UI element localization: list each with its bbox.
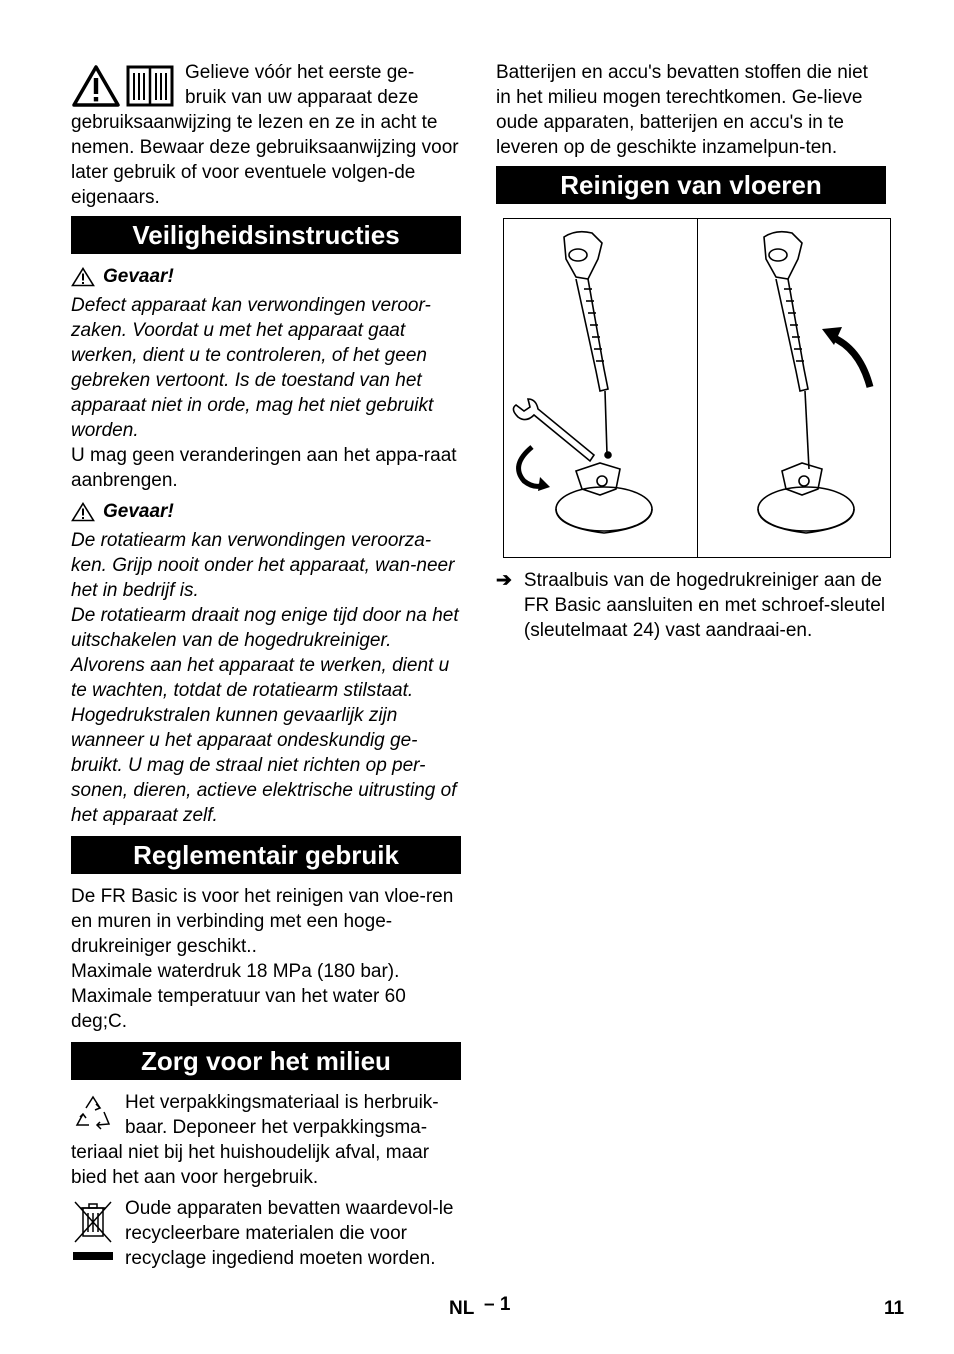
footer-page-marker: – 1 bbox=[484, 1294, 511, 1315]
intro-section bbox=[71, 60, 461, 210]
recycle-text: Het verpakkingsmateriaal is herbruik-baar. Deponeer het verpakkingsma-teriaal niet bij het huishoudelijk afval, maar bied het aan voor hergebruik. bbox=[71, 1092, 439, 1188]
footer-page bbox=[884, 1296, 904, 1321]
usage-text-1: De FR Basic is voor het reinigen van vloe-ren en muren in verbinding met een hoge-drukreiniger geschikt.. bbox=[71, 886, 454, 957]
warning-triangle-icon bbox=[71, 267, 95, 287]
danger-label-2 bbox=[71, 499, 461, 524]
danger-label-text-1: Gevaar! bbox=[103, 266, 174, 287]
recycle-block bbox=[71, 1090, 461, 1190]
figure-panel-left bbox=[504, 219, 697, 557]
intro-text: gebruiksaanwijzing te lezen en ze in acht te nemen. Bewaar deze gebruiksaanwijzing voor later gebruik of voor eventuele volgen-de eigenaars. bbox=[71, 112, 459, 208]
usage-text-3: Maximale temperatuur van het water 60 deg;C. bbox=[71, 986, 406, 1032]
danger-text-1: Defect apparaat kan verwondingen veroor-zaken. Voordat u met het apparaat gaat werken, dient u te controleren, of het geen gebreken vertoont. Is de toestand van het apparaat niet in orde, mag het niet gebruikt worden. bbox=[71, 295, 434, 441]
danger-text-2b: De rotatiearm draait nog enige tijd door na het uitschakelen van de hogedrukreiniger. Alvorens aan het apparaat te werken, dient u te wachten, totdat de rotatiearm stilstaat. bbox=[71, 605, 459, 701]
danger-label-text-2: Gevaar! bbox=[103, 501, 174, 522]
usage-text-2: Maximale waterdruk 18 MPa (180 bar). bbox=[71, 961, 400, 982]
danger-text-2a: De rotatiearm kan verwondingen veroorza-ken. Grijp nooit onder het apparaat, wan-neer het in bedrijf is. bbox=[71, 530, 455, 601]
intro-icons bbox=[71, 64, 175, 108]
floor-cleaning-figure bbox=[503, 218, 891, 558]
lance-wrench-illustration bbox=[504, 219, 697, 557]
weee-block bbox=[71, 1196, 461, 1271]
crossed-bin-icon bbox=[71, 1198, 115, 1262]
safety-note: U mag geen veranderingen aan het appa-raat aanbrengen. bbox=[71, 445, 457, 491]
danger-label-1 bbox=[71, 264, 461, 289]
footer-lang bbox=[449, 1296, 474, 1321]
footer-dash-page bbox=[484, 1292, 510, 1317]
warning-triangle-icon bbox=[71, 502, 95, 522]
cleaning-step-text: Straalbuis van de hogedrukreiniger aan de FR Basic aansluiten en met schroef-sleutel (sleutelmaat 24) vast aandraai-en. bbox=[523, 570, 886, 641]
manual-book-icon bbox=[125, 64, 175, 108]
lance-attached-illustration bbox=[698, 219, 891, 557]
footer-language: NL bbox=[449, 1298, 475, 1319]
left-column bbox=[71, 60, 461, 1271]
battery-text: Batterijen en accu's bevatten stoffen die niet in het milieu mogen terechtkomen. Ge-lieve oude apparaten, batterijen en accu's in te leveren op de geschikte inzamelpun-ten. bbox=[496, 62, 868, 158]
warning-triangle-icon bbox=[71, 64, 121, 108]
arrow-right-icon: ➔ bbox=[496, 570, 512, 591]
intro-line-2: bruik van uw apparaat deze bbox=[185, 87, 419, 108]
figure-panel-right bbox=[697, 219, 891, 557]
safety-heading: Veiligheidsinstructies bbox=[71, 216, 461, 254]
cleaning-step bbox=[496, 568, 886, 643]
weee-text: Oude apparaten bevatten waardevol-le recycleerbare materialen die voor recyclage ingediend moeten worden. bbox=[125, 1198, 454, 1269]
usage-heading: Reglementair gebruik bbox=[71, 836, 461, 874]
right-column bbox=[496, 60, 886, 643]
page-number: 11 bbox=[884, 1298, 905, 1319]
intro-line-1: Gelieve vóór het eerste ge- bbox=[185, 62, 415, 83]
danger-text-2c: Hogedrukstralen kunnen gevaarlijk zijn wanneer u het apparaat ondeskundig ge-bruikt. U mag de straal niet richten op per-sonen, dieren, actieve elektrische uitrusting of het apparaat zelf. bbox=[71, 705, 457, 826]
cleaning-heading: Reinigen van vloeren bbox=[496, 166, 886, 204]
environment-heading: Zorg voor het milieu bbox=[71, 1042, 461, 1080]
recycle-icon bbox=[71, 1092, 115, 1136]
